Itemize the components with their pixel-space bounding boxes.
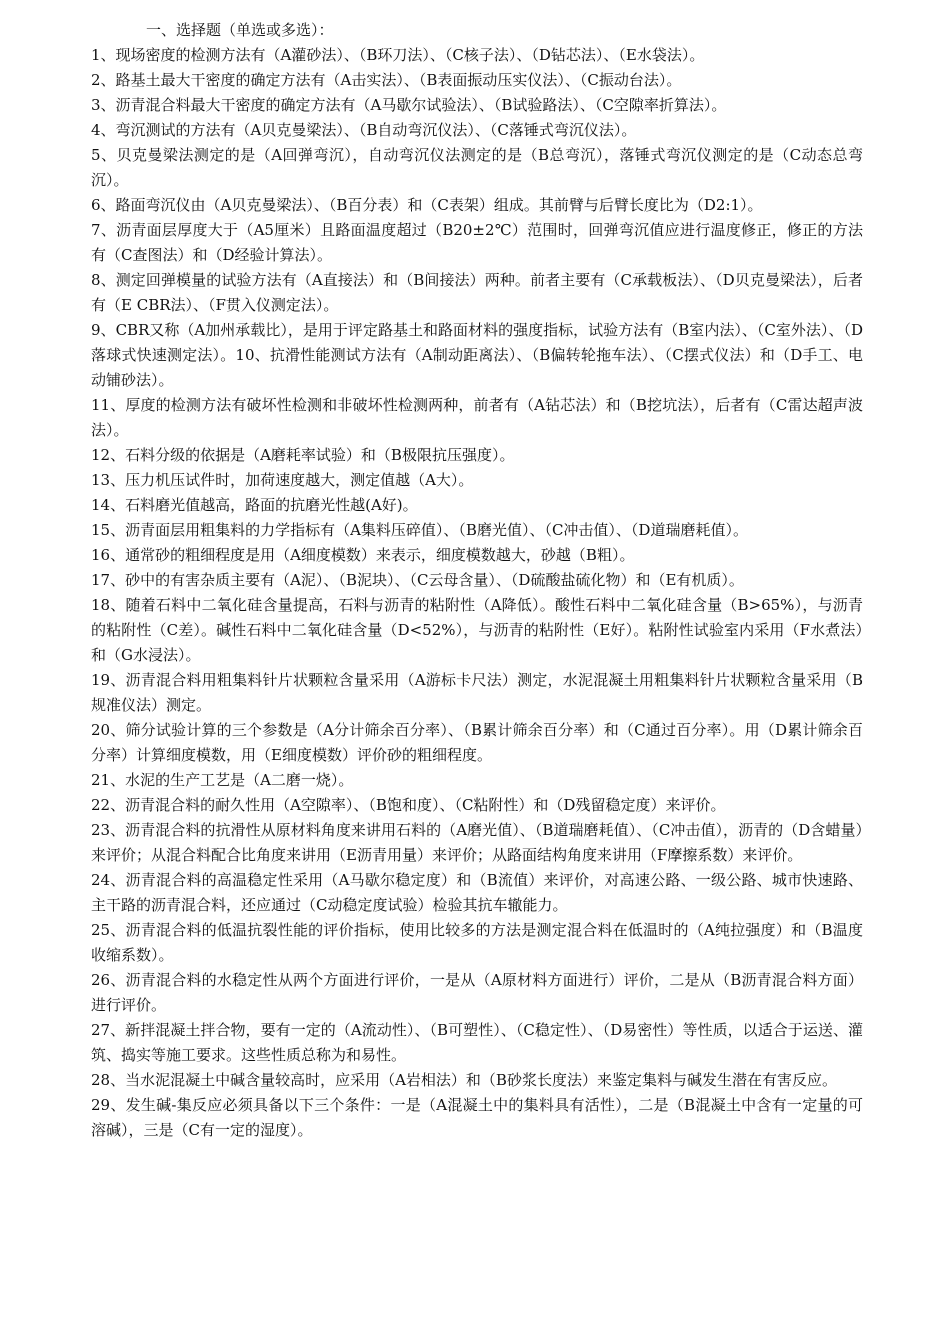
question-item: 19、沥青混合料用粗集料针片状颗粒含量采用（A游标卡尺法）测定，水泥混凝土用粗集料针片状颗粒含量采用（B规准仪法）测定。	[91, 671, 863, 714]
question-item: 18、随着石料中二氧化硅含量提高，石料与沥青的粘附性（A降低）。酸性石料中二氧化硅含量（B>65%），与沥青的粘附性（C差）。碱性石料中二氧化硅含量（D<52%），与沥青的粘附性（E好）。粘附性试验室内采用（F水煮法）和（G水浸法）。	[91, 596, 863, 664]
question-item: 15、沥青面层用粗集料的力学指标有（A集料压碎值）、（B磨光值）、（C冲击值）、（D道瑞磨耗值）。	[91, 521, 748, 539]
question-item: 27、新拌混凝土拌合物，要有一定的（A流动性）、（B可塑性）、（C稳定性）、（D易密性）等性质，以适合于运送、灌筑、捣实等施工要求。这些性质总称为和易性。	[91, 1021, 863, 1064]
question-item: 1、现场密度的检测方法有（A灌砂法）、（B环刀法）、（C核子法）、（D钻芯法）、（E水袋法）。	[91, 46, 705, 64]
question-item: 5、贝克曼梁法测定的是（A回弹弯沉），自动弯沉仪法测定的是（B总弯沉），落锤式弯沉仪测定的是（C动态总弯沉）。	[91, 146, 863, 189]
question-item: 9、CBR又称（A加州承载比），是用于评定路基土和路面材料的强度指标，试验方法有（B室内法）、（C室外法）、（D落球式快速测定法）。10、抗滑性能测试方法有（A制动距离法）、（B偏转轮拖车法）、（C摆式仪法）和（D手工、电动铺砂法）。	[91, 321, 863, 389]
question-item: 6、路面弯沉仪由（A贝克曼梁法）、（B百分表）和（C表架）组成。其前臂与后臂长度比为（D2:1）。	[91, 196, 763, 214]
question-item: 7、沥青面层厚度大于（A5厘米）且路面温度超过（B20±2℃）范围时，回弹弯沉值应进行温度修正，修正的方法有（C查图法）和（D经验计算法）。	[91, 221, 863, 264]
question-item: 28、当水泥混凝土中碱含量较高时，应采用（A岩相法）和（B砂浆长度法）来鉴定集料与碱发生潜在有害反应。	[91, 1071, 837, 1089]
question-item: 12、石料分级的依据是（A磨耗率试验）和（B极限抗压强度）。	[91, 446, 515, 464]
question-list	[91, 43, 863, 1143]
question-item: 23、沥青混合料的抗滑性从原材料角度来讲用石料的（A磨光值）、（B道瑞磨耗值）、（C冲击值），沥青的（D含蜡量）来评价；从混合料配合比角度来讲用（E沥青用量）来评价；从路面结构角度来讲用（F摩擦系数）来评价。	[91, 821, 863, 864]
section-title: 一、选择题（单选或多选）：	[146, 21, 334, 39]
question-item: 11、厚度的检测方法有破坏性检测和非破坏性检测两种，前者有（A钻芯法）和（B挖坑法），后者有（C雷达超声波法）。	[91, 396, 863, 439]
question-item: 26、沥青混合料的水稳定性从两个方面进行评价，一是从（A原材料方面进行）评价，二是从（B沥青混合料方面）进行评价。	[91, 971, 863, 1014]
question-item: 14、石料磨光值越高，路面的抗磨光性越(A好)。	[91, 496, 418, 514]
question-item: 4、弯沉测试的方法有（A贝克曼梁法）、（B自动弯沉仪法）、（C落锤式弯沉仪法）。	[91, 121, 637, 139]
question-item: 17、砂中的有害杂质主要有（A泥）、（B泥块）、（C云母含量）、（D硫酸盐硫化物）和（E有机质）。	[91, 571, 744, 589]
question-item: 29、发生碱-集反应必须具备以下三个条件：一是（A混凝土中的集料具有活性），二是（B混凝土中含有一定量的可溶碱），三是（C有一定的湿度）。	[91, 1096, 863, 1139]
question-item: 24、沥青混合料的高温稳定性采用（A马歇尔稳定度）和（B流值）来评价，对高速公路、一级公路、城市快速路、主干路的沥青混合料，还应通过（C动稳定度试验）检验其抗车辙能力。	[91, 871, 863, 914]
question-item: 16、通常砂的粗细程度是用（A细度模数）来表示，细度模数越大，砂越（B粗）。	[91, 546, 635, 564]
question-item: 2、路基土最大干密度的确定方法有（A击实法）、（B表面振动压实仪法）、（C振动台法）。	[91, 71, 682, 89]
question-item: 8、测定回弹模量的试验方法有（A直接法）和（B间接法）两种。前者主要有（C承载板法）、（D贝克曼梁法），后者有（E CBR法）、（F贯入仪测定法）。	[91, 271, 863, 314]
question-item: 20、筛分试验计算的三个参数是（A分计筛余百分率）、（B累计筛余百分率）和（C通过百分率）。用（D累计筛余百分率）计算细度模数，用（E细度模数）评价砂的粗细程度。	[91, 721, 863, 764]
question-item: 3、沥青混合料最大干密度的确定方法有（A马歇尔试验法）、（B试验路法）、（C空隙率折算法）。	[91, 96, 727, 114]
question-item: 22、沥青混合料的耐久性用（A空隙率）、（B饱和度）、（C粘附性）和（D残留稳定度）来评价。	[91, 796, 726, 814]
document-page	[91, 18, 863, 1143]
question-item: 13、压力机压试件时，加荷速度越大，测定值越（A大）。	[91, 471, 474, 489]
question-item: 21、水泥的生产工艺是（A二磨一烧）。	[91, 771, 354, 789]
question-item: 25、沥青混合料的低温抗裂性能的评价指标，使用比较多的方法是测定混合料在低温时的（A纯拉强度）和（B温度收缩系数）。	[91, 921, 863, 964]
